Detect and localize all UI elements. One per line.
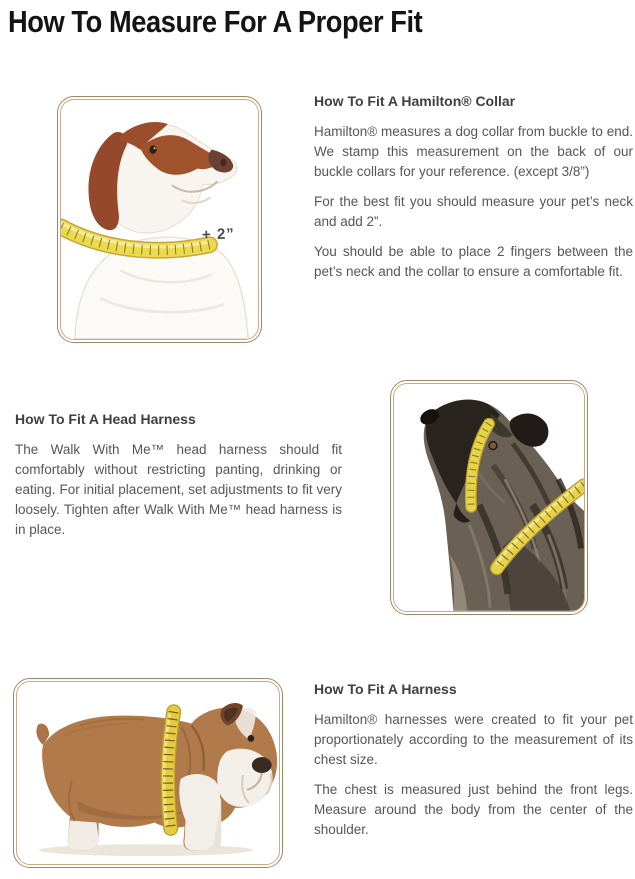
measuring-tape-chest-icon bbox=[164, 712, 174, 829]
section-harness-text bbox=[314, 681, 633, 850]
brittany-spaniel-illustration bbox=[61, 100, 258, 339]
paragraph: Hamilton® harnesses were created to fit your pet proportionately according to the measurement of its chest size. bbox=[314, 712, 633, 767]
photo-frame-collar bbox=[57, 96, 262, 343]
section-head-harness-text bbox=[15, 411, 342, 550]
paragraph: The chest is measured just behind the front legs. Measure around the body from the center of the shoulder. bbox=[314, 782, 633, 837]
photo-harness bbox=[16, 681, 280, 865]
harness-heading: How To Fit A Harness bbox=[314, 681, 457, 697]
photo-frame-harness bbox=[13, 678, 283, 868]
collar-heading: How To Fit A Hamilton® Collar bbox=[314, 93, 516, 109]
page-title: How To Measure For A Proper Fit bbox=[8, 4, 423, 39]
paragraph: For the best fit you should measure your pet’s neck and add 2”. bbox=[314, 194, 633, 229]
brindle-dog-illustration bbox=[394, 384, 584, 611]
paragraph: Hamilton® measures a dog collar from buckle to end. We stamp this measurement on the back of our buckle collars for your reference. (except 3/8”) bbox=[314, 124, 633, 179]
paragraph: You should be able to place 2 fingers between the pet’s neck and the collar to ensure a comfortable fit. bbox=[314, 244, 633, 279]
section-collar-text bbox=[314, 93, 633, 292]
photo-frame-head-harness bbox=[390, 380, 588, 615]
photo-collar bbox=[60, 99, 259, 340]
add-two-inches-label: + 2” bbox=[201, 225, 236, 244]
paragraph: The Walk With Me™ head harness should fit comfortably without restricting panting, drinking or eating. For initial placement, set adjustments to fit very loosely. Tighten after Walk With Me™ head harness is in place. bbox=[15, 442, 342, 537]
photo-head-harness bbox=[393, 383, 585, 612]
bulldog-illustration bbox=[17, 682, 279, 864]
head-harness-heading: How To Fit A Head Harness bbox=[15, 411, 196, 427]
